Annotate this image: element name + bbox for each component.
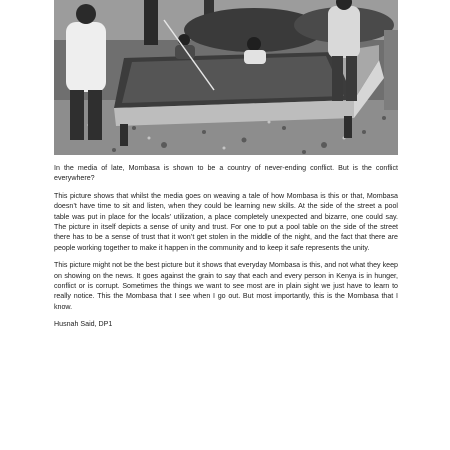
photo-illustration [54,0,398,155]
article-body [54,163,398,337]
paragraph-description: This picture shows that whilst the media goes on weaving a tale of how Mombasa is this or that, Mombasa doesn’t have time to sit and listen, when they could be learning new skills. At the side of the street a pool table was put in place for the locals’ utilization, a place completely unexpected and bizarre, one could say. The picture in itself depicts a sense of unity and trust. For one to put a pool table on the side of the street there has to be a sense of trust that it won’t get stolen in the middle of the night, and the fact that there are people working together to make it happen in the community and to keep it safe represents the unity. [54,191,398,252]
paragraph-intro: In the media of late, Mombasa is shown to be a country of never-ending conflict. But is the conflict everywhere? [54,164,398,183]
street-pool-table-photo [54,0,398,155]
author-signature: Husnah Said, DP1 [54,320,113,329]
paragraph-conclusion: This picture might not be the best picture but it shows that everyday Mombasa is this, and not what they keep on showing on the news. It goes against the grain to say that each and every person in Kenya is in hunger, conflict or is corrupt. Sometimes the things we want to see most are in plain sight we just have to learn to really notice. This the Mombasa that I see when I go out. But most importantly, this is the Mombasa that I know. [54,261,398,311]
